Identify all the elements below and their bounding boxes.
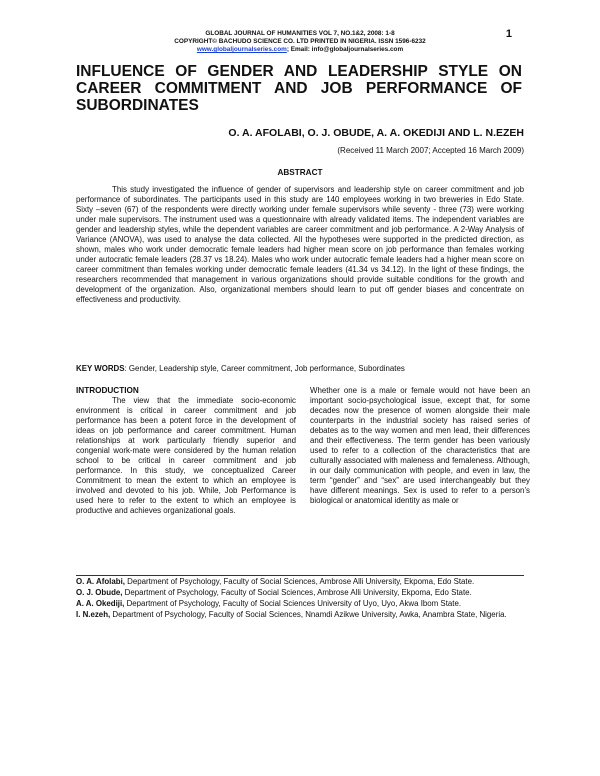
authors: O. A. AFOLABI, O. J. OBUDE, A. A. OKEDIJI AND L. N.EZEH bbox=[228, 127, 524, 139]
journal-website-link[interactable]: www.globaljournalseries.com bbox=[196, 46, 287, 53]
journal-header-line2: COPYRIGHT© BACHUDO SCIENCE CO. LTD PRINTED IN NIGERIA. ISSN 1596-6232 bbox=[174, 38, 426, 45]
received-dates: (Received 11 March 2007; Accepted 16 March 2009) bbox=[337, 146, 524, 155]
abstract-heading: ABSTRACT bbox=[277, 168, 323, 177]
intro-paragraph-left: The view that the immediate socio-economic environment is critical in career commitment and job performance has been a potent force in the development of ideas on job performance and career commitment. Human relationships at work particularly friendly superior and congenial work-mate were considered by the human relation school to be critical in career commitment and job performance. In this study, we conceptualized Career Commitment to mean the extent to which an employee is involved and devoted to his job. While, Job Performance is used here to refer to the extent to which an employee is productive and achieves organizational goals. bbox=[76, 396, 296, 515]
paper-title: INFLUENCE OF GENDER AND LEADERSHIP STYLE ON CAREER COMMITMENT AND JOB PERFORMANCE OF SUBORDINATES bbox=[76, 63, 522, 114]
affiliation-name: O. J. Obude, bbox=[76, 588, 123, 597]
journal-header-line1: GLOBAL JOURNAL OF HUMANITIES VOL 7, NO.1&2, 2008: 1-8 bbox=[205, 30, 395, 37]
affiliation-text: Department of Psychology, Faculty of Social Sciences, Nnamdi Azikwe University, Awka, Anambra State, Nigeria. bbox=[110, 610, 507, 619]
page-number: 1 bbox=[505, 28, 512, 40]
left-column bbox=[76, 386, 296, 516]
affiliation-text: Department of Psychology, Faculty of Social Sciences University of Uyo, Uyo, Akwa Ibom State. bbox=[124, 599, 462, 608]
affiliations bbox=[76, 577, 524, 621]
affiliation-item bbox=[76, 599, 524, 609]
abstract-text: This study investigated the influence of gender of supervisors and leadership style on career commitment and job performance of subordinates. The participants used in this study are 140 employees working in two breweries in Edo State. Sixty –seven (67) of the respondents were directly working under female supervisors while seventy - three (73) were working under male supervisors. The instrument used was a questionnaire with already validated items. The independent variables are gender and leadership styles, while the dependent variables are career commitment and job performance. A 2-Way Analysis of Variance (ANOVA), was used to analyse the data collected. All the hypotheses were supported in the predicted direction, as shown, males who work under democratic female leaders had higher mean score on job performance than females working under autocratic female leaders (28.37 vs 18.24). Males who work under autocratic female leaders had a higher mean score on career commitment than females working under democratic female leaders (41.34 vs 34.12). In the light of these findings, the researchers recommended that management in various organizations should provide suitable conditions for the growth and development of the organization. Also, organizational members should learn to put off gender biases and concentrate on effectiveness and productivity. bbox=[76, 185, 524, 304]
affiliation-name: O. A. Afolabi, bbox=[76, 577, 125, 586]
right-column bbox=[310, 386, 530, 506]
affiliation-item bbox=[76, 610, 524, 620]
keywords-text: : Gender, Leadership style, Career commitment, Job performance, Subordinates bbox=[124, 364, 405, 373]
affiliation-item bbox=[76, 588, 524, 598]
affiliation-text: Department of Psychology, Faculty of Social Sciences, Ambrose Alli University, Ekpoma, Edo State. bbox=[122, 588, 472, 597]
intro-paragraph-right: Whether one is a male or female would not have been an important socio-psychological issue, except that, for some decades now the presence of women alongside their male counterparts in the industrial society has raised series of debates as to the way women and men lead, their differences and their effectiveness. The term gender has been variously used to refer to a collection of the characteristics that are culturally associated with maleness and femaleness. Although, in our daily communication with people, and even in law, the term “gender” and “sex” are used interchangeably but they have different meanings. Sex is used to refer to a person’s biological or anatomical identity as male or bbox=[310, 386, 530, 505]
footnote-divider bbox=[76, 575, 524, 576]
introduction-heading: INTRODUCTION bbox=[76, 386, 139, 395]
keywords-label: KEY WORDS bbox=[76, 364, 125, 373]
journal-email: ; Email: info@globaljournalseries.com bbox=[286, 46, 404, 53]
keywords bbox=[76, 364, 524, 373]
affiliation-name: I. N.ezeh, bbox=[76, 610, 111, 619]
journal-header-line3 bbox=[0, 46, 600, 55]
affiliation-text: Department of Psychology, Faculty of Social Sciences, Ambrose Alli University, Ekpoma, Edo State. bbox=[124, 577, 475, 586]
affiliation-item bbox=[76, 577, 524, 587]
affiliation-name: A. A. Okediji, bbox=[76, 599, 125, 608]
